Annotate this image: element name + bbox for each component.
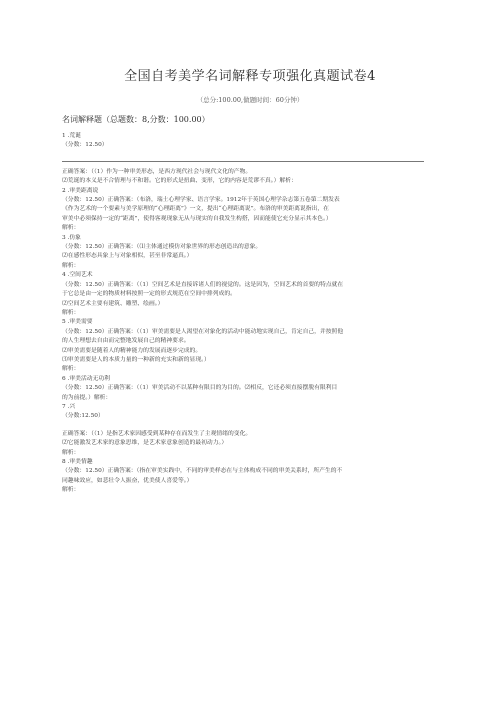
answer-line: 的人生理想去自由而完整地发展自己的精神要求。 [62, 338, 190, 345]
answer-line: ⑵它能激发艺术家的意象思维，是艺术家意象创造的最初动力。） [62, 440, 228, 447]
question-3-heading: 3 .仿象 [62, 234, 81, 241]
question-8-heading: 8 .审美情趣 [62, 459, 93, 465]
answer-line: 正确答案：（（1）是指艺术家因感受到某种存在而发生了主观情绪的变化。 [62, 430, 252, 437]
analysis-label: 解析： [62, 262, 80, 269]
section-heading: 名词解释题（总题数：8,分数：100.00） [62, 115, 210, 124]
analysis-label: 解析： [62, 487, 80, 494]
answer-line: ⑵在感性形态具象上与对象相似，甚至非常逼真。） [62, 253, 193, 260]
question-2-heading: 2 .审美距离说 [62, 187, 99, 194]
answer-line: （分数：12.50）正确答案：（⑴主体通过模仿对象世界的形态创造出的意象。 [62, 244, 262, 251]
answer-line: （分数：12.50）正确答案：（（1）空间艺术是直接诉诸人们的视觉的。这是因为，空间艺术的首要的特点就在 [62, 281, 344, 288]
answer-line: 审美中必须保持一定的“距离”，使得客观现象无从与现实的自我发生构搭，因而能使它充分显示其本色。） [62, 215, 332, 222]
exam-info: （总分:100.00,做题时间：60分钟） [196, 96, 304, 104]
answer-line: 《作为艺术的一个要素与美学原理的“心理距离”》一文，提出“心理距离说”。布洛的审美距离说指出，在 [62, 206, 329, 213]
answer-line: 于它总是由一定的物质材料按照一定的形式规范在空间中排列成的。 [62, 291, 236, 298]
answer-line: ⑵荒诞的本义是不合情理与不和谐。它的形式是扭曲、变形，它的内容是荒谬不真。）解析： [62, 178, 297, 185]
question-1-score: （分数：12.50） [62, 142, 108, 149]
question-list [62, 132, 432, 496]
answer-line: ⑵审美需要是随着人的精神能力的发展而逐步完成的。 [62, 347, 202, 354]
analysis-label: 解析： [62, 366, 80, 373]
answer-line: 正确答案：（（1）作为一种审美形态，是西方现代社会与现代文化的产物。 [62, 168, 252, 175]
answer-line: （分数：12.50）正确答案：（（1）审美活动不以某种有限目的为目的。⑵相反，它还必须直接摆脱有限利目 [62, 385, 338, 392]
answer-line: 的为前提。）解析： [62, 394, 112, 401]
answer-line: ⑶审美需要是人的本质力量的一种新的充实和新的显现。） [62, 356, 210, 363]
answer-line: （分数：12.50）正确答案：（指在审美实践中，不同的审美样态在与主体构成不同的审美关系时，所产生的不 [62, 468, 343, 475]
analysis-label: 解析： [62, 225, 80, 232]
question-4-heading: 4 .空间艺术 [62, 272, 93, 279]
question-6-heading: 6 .审美活动无功利 [62, 375, 110, 382]
question-7-heading: 7 .兴 [62, 403, 76, 410]
answer-line: ⑵空间艺术主要有建筑、雕塑、绘画。） [62, 300, 164, 307]
question-1-heading: 1 .荒诞 [62, 133, 81, 139]
answer-line: （分数：12.50）正确答案：（布洛，瑞士心理学家、语言学家。1912年于英国心理学杂志第五卷第二期发表 [62, 197, 340, 204]
question-5-heading: 5 .审美需要 [62, 319, 93, 326]
analysis-label: 解析： [62, 449, 80, 456]
analysis-label: 解析： [62, 309, 80, 316]
answer-line: （分数：12.50）正确答案：（（1）审美需要是人渴望在对象化的活动中能动地实现自己，肯定自己，并按照他 [62, 328, 344, 335]
answer-line: 同趣味效应，如悲壮令人振奋，优美使人喜爱等。） [62, 477, 193, 484]
page-title: 全国自考美学名词解释专项强化真题试卷4 [124, 69, 376, 84]
question-7-score: （分数:12.50） [62, 413, 104, 420]
divider [62, 161, 424, 162]
